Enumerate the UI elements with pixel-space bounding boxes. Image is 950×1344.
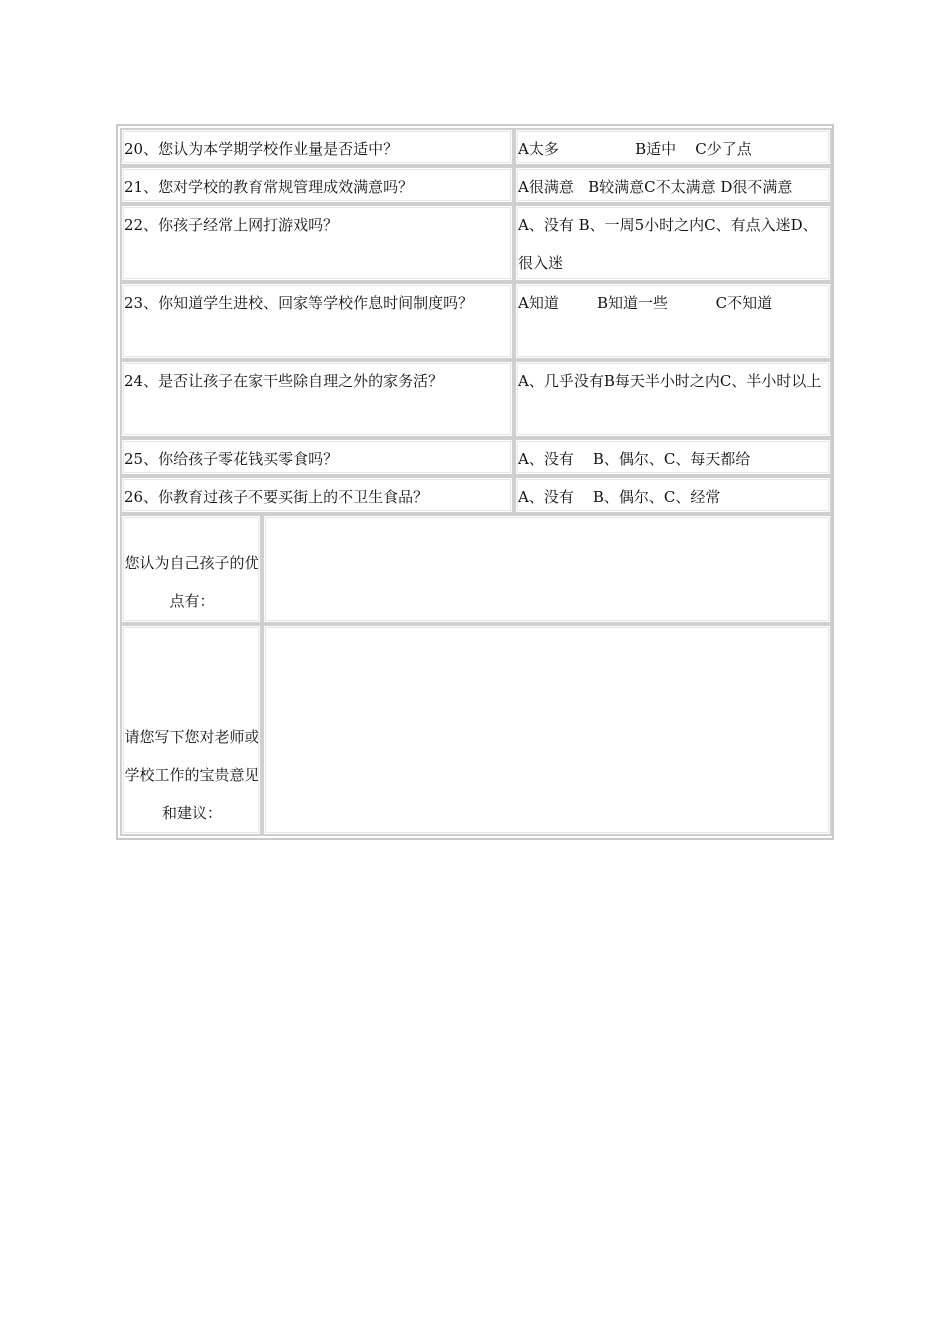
question-26: 26、你教育过孩子不要买街上的不卫生食品？ [120, 476, 514, 514]
question-21: 21、您对学校的教育常规管理成效满意吗？ [120, 166, 514, 204]
table-row [120, 360, 832, 438]
table-row [120, 514, 832, 624]
table-row [120, 438, 832, 476]
strengths-label [120, 514, 262, 624]
answer-options-21 [514, 166, 832, 204]
answer-options-26 [514, 476, 832, 514]
answer-text: A太多 B适中 C少了点 [518, 140, 752, 158]
question-20: 20、您认为本学期学校作业量是否适中？ [120, 128, 514, 166]
answer-options-23 [514, 282, 832, 360]
table-row [120, 282, 832, 360]
table-row [120, 624, 832, 836]
answer-text: A、没有 B、偶尔、C、经常 [518, 488, 721, 506]
table-row [120, 166, 832, 204]
question-22: 22、你孩子经常上网打游戏吗？ [120, 204, 514, 282]
strengths-label-text: 您认为自己孩子的优点有： [124, 554, 260, 610]
suggestions-answer-area[interactable] [262, 624, 832, 836]
table-row [120, 204, 832, 282]
answer-options-24: A、几乎没有B每天半小时之内C、半小时以上 [514, 360, 832, 438]
answer-text: A知道 B知道一些 C不知道 [518, 294, 773, 312]
strengths-answer-area[interactable] [262, 514, 832, 624]
table-row [120, 476, 832, 514]
survey-table [116, 124, 834, 840]
answer-options-25 [514, 438, 832, 476]
question-25: 25、你给孩子零花钱买零食吗？ [120, 438, 514, 476]
answer-text: A很满意 B较满意C不太满意 D很不满意 [518, 178, 793, 196]
answer-options-22: A、没有 B、一周5小时之内C、有点入迷D、很入迷 [514, 204, 832, 282]
question-23: 23、你知道学生进校、回家等学校作息时间制度吗？ [120, 282, 514, 360]
suggestions-label-text: 请您写下您对老师或学校工作的宝贵意见和建议： [124, 728, 260, 822]
suggestions-label [120, 624, 262, 836]
question-24: 24、是否让孩子在家干些除自理之外的家务活？ [120, 360, 514, 438]
table-row [120, 128, 832, 166]
answer-options-20 [514, 128, 832, 166]
answer-text: A、没有 B、偶尔、C、每天都给 [518, 450, 751, 468]
